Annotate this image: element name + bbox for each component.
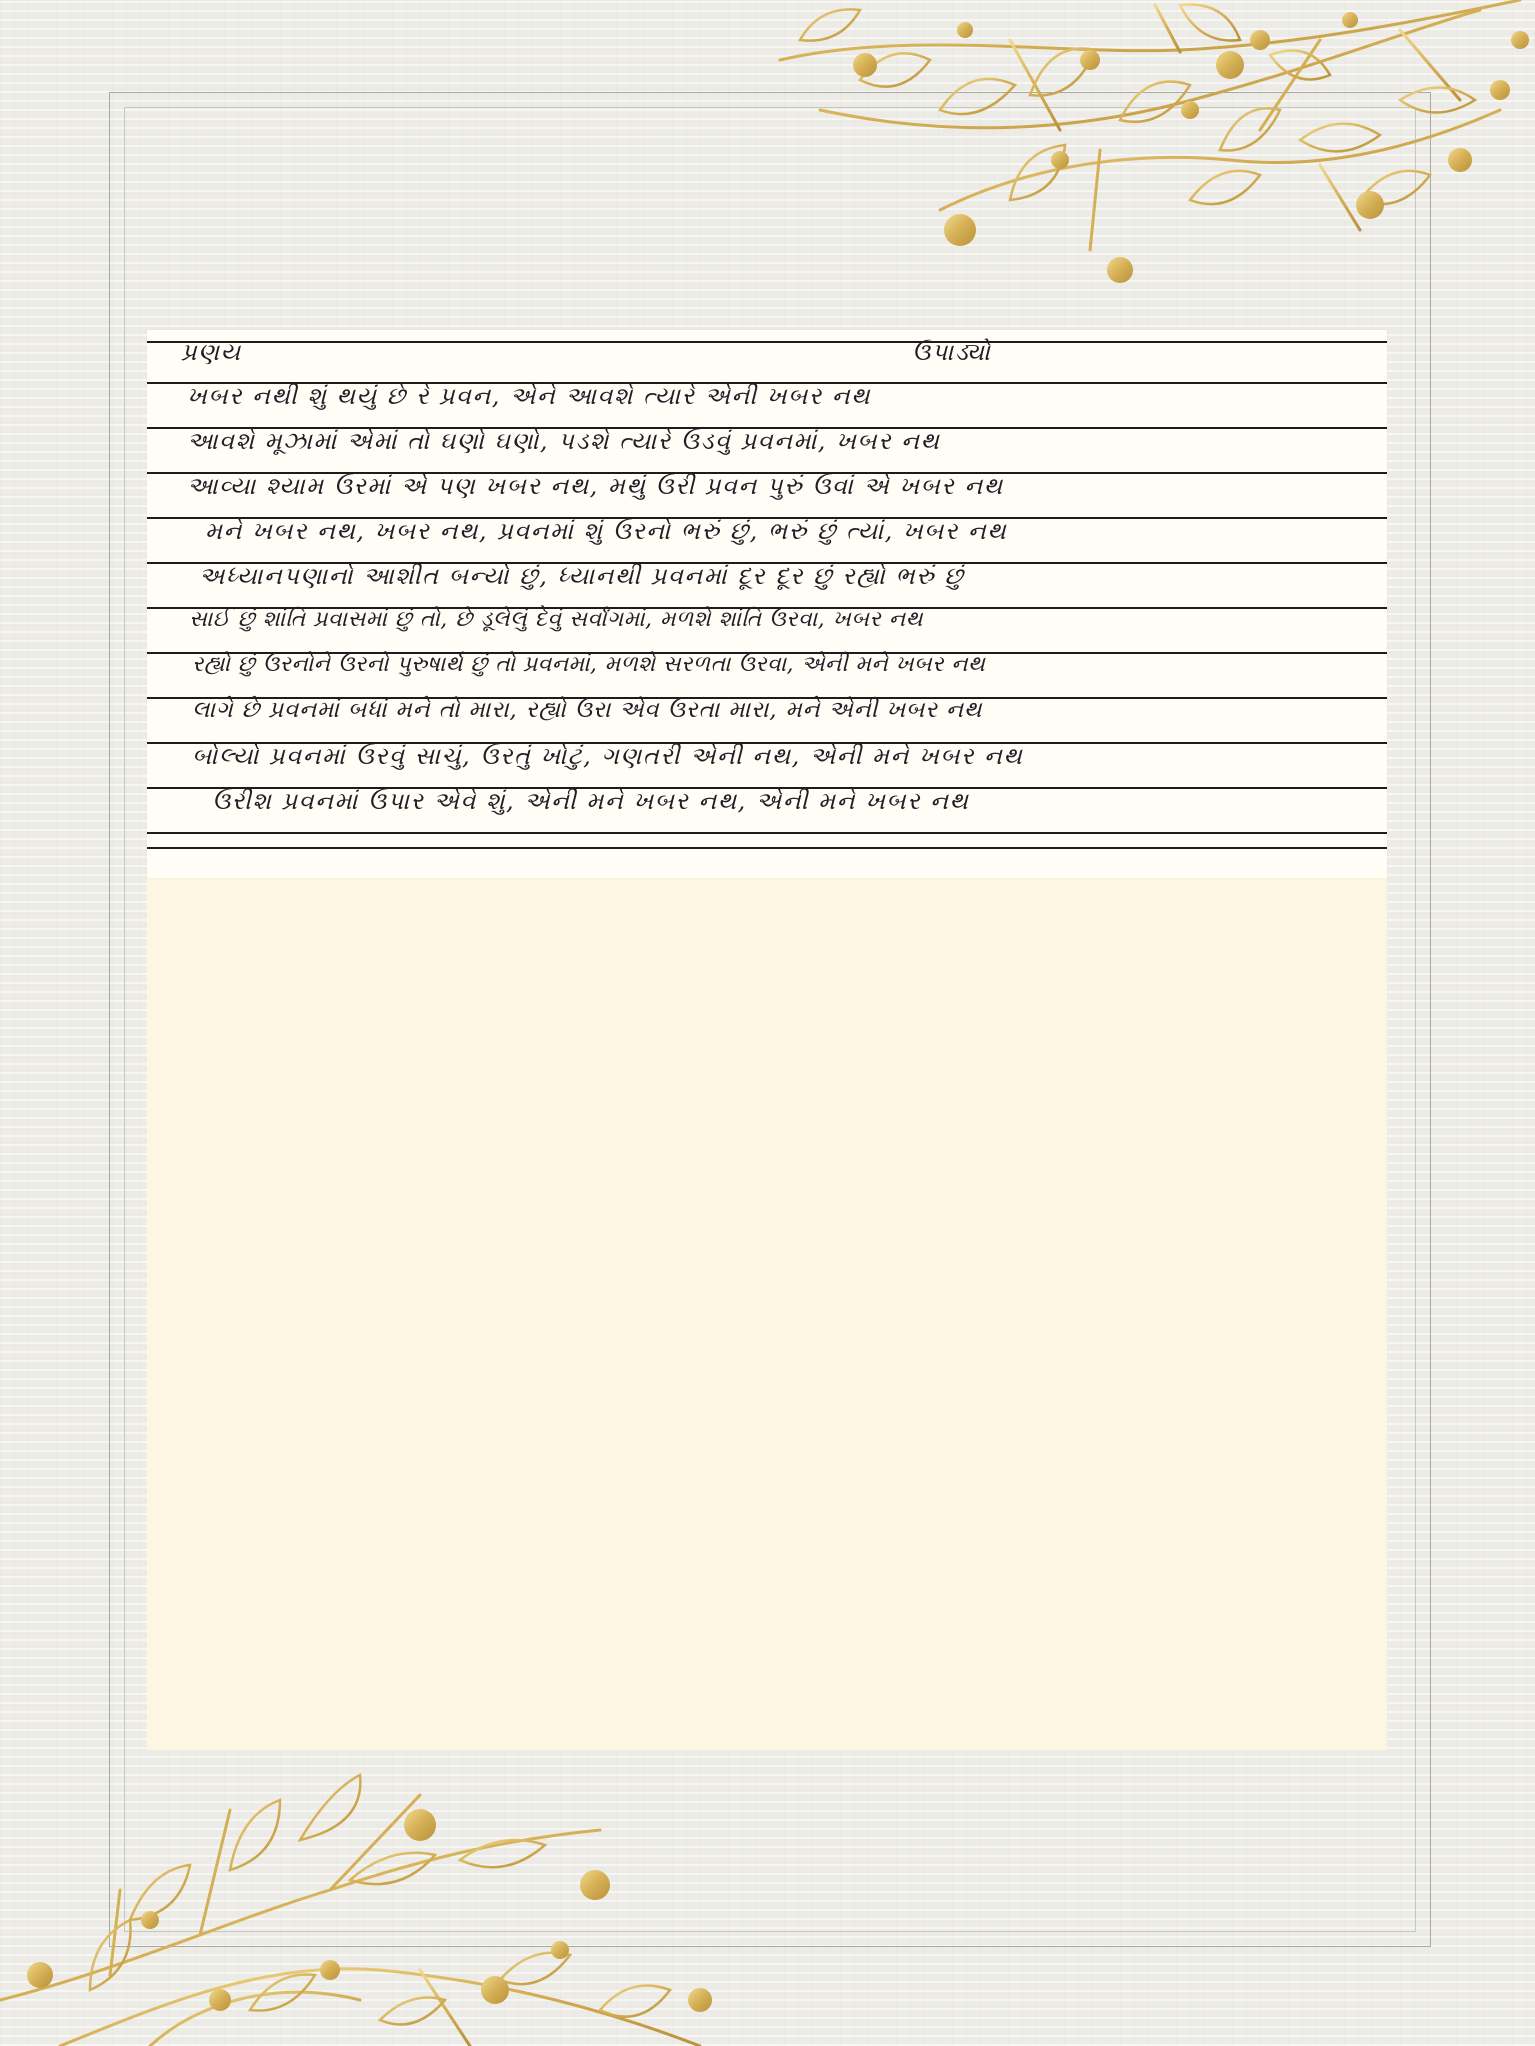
note-line-text: સાઈ છું શાંતિ પ્રવાસમાં છું તો, છે ડૂલેલું દેવું સર્વાંગમાં, મળશે શાંતિ ઉરવા, ખબર નથ xyxy=(189,607,924,632)
note-line-text: લાગે છે પ્રવનમાં બધાં મને તો મારા, રહ્યો ઉરા એવ ઉરતા મારા, મને એની ખબર નથ xyxy=(192,697,983,723)
note-line-text: મને ખબર નથ, ખબર નથ, પ્રવનમાં શું ઉરનો ભરું છું, ભરું છું ત્યાં, ખબર નથ xyxy=(205,517,1008,545)
handwritten-note xyxy=(147,330,1387,878)
cream-panel xyxy=(147,878,1387,1750)
note-line-text: અધ્યાનપણાનો આશીત બન્યો છું, ધ્યાનથી પ્રવનમાં દૂર દૂર છું રહ્યો ભરું છું xyxy=(199,562,965,590)
gold-foliage-ornament-bottom xyxy=(0,1770,780,2046)
note-line-text: બોલ્યો પ્રવનમાં ઉરવું સાચું, ઉરતું ખોટું, ગણતરી એની નથ, એની મને ખબર નથ xyxy=(192,742,1024,770)
ruled-line xyxy=(147,847,1387,849)
note-line-text: આવશે મૂઝામાં એમાં તો ઘણો ઘણો, પડશે ત્યારે ઉડવું પ્રવનમાં, ખબર નથ xyxy=(187,427,941,455)
note-header-left: પ્રણય xyxy=(181,338,242,366)
note-header-right: ઉપાડ્યો xyxy=(912,338,992,366)
note-line-text: રહ્યો છું ઉરનોને ઉરનો પુરુષાર્થ છું તો પ્રવનમાં, મળશે સરળતા ઉરવા, એની મને ખબર નથ xyxy=(192,652,986,677)
ruled-line xyxy=(147,832,1387,834)
ruled-line xyxy=(147,341,1387,343)
note-line-text: ખબર નથી શું થયું છે રે પ્રવન, એને આવશે ત્યારે એની ખબર નથ xyxy=(187,382,872,410)
note-line-text: ઉરીશ પ્રવનમાં ઉપાર એવે શું, એની મને ખબર નથ, એની મને ખબર નથ xyxy=(212,787,970,815)
note-line-text: આવ્યા શ્યામ ઉરમાં એ પણ ખબર નથ, મથું ઉરી પ્રવન પુરું ઉવાં એ ખબર નથ xyxy=(187,472,1004,500)
gold-foliage-ornament-top xyxy=(760,0,1535,310)
